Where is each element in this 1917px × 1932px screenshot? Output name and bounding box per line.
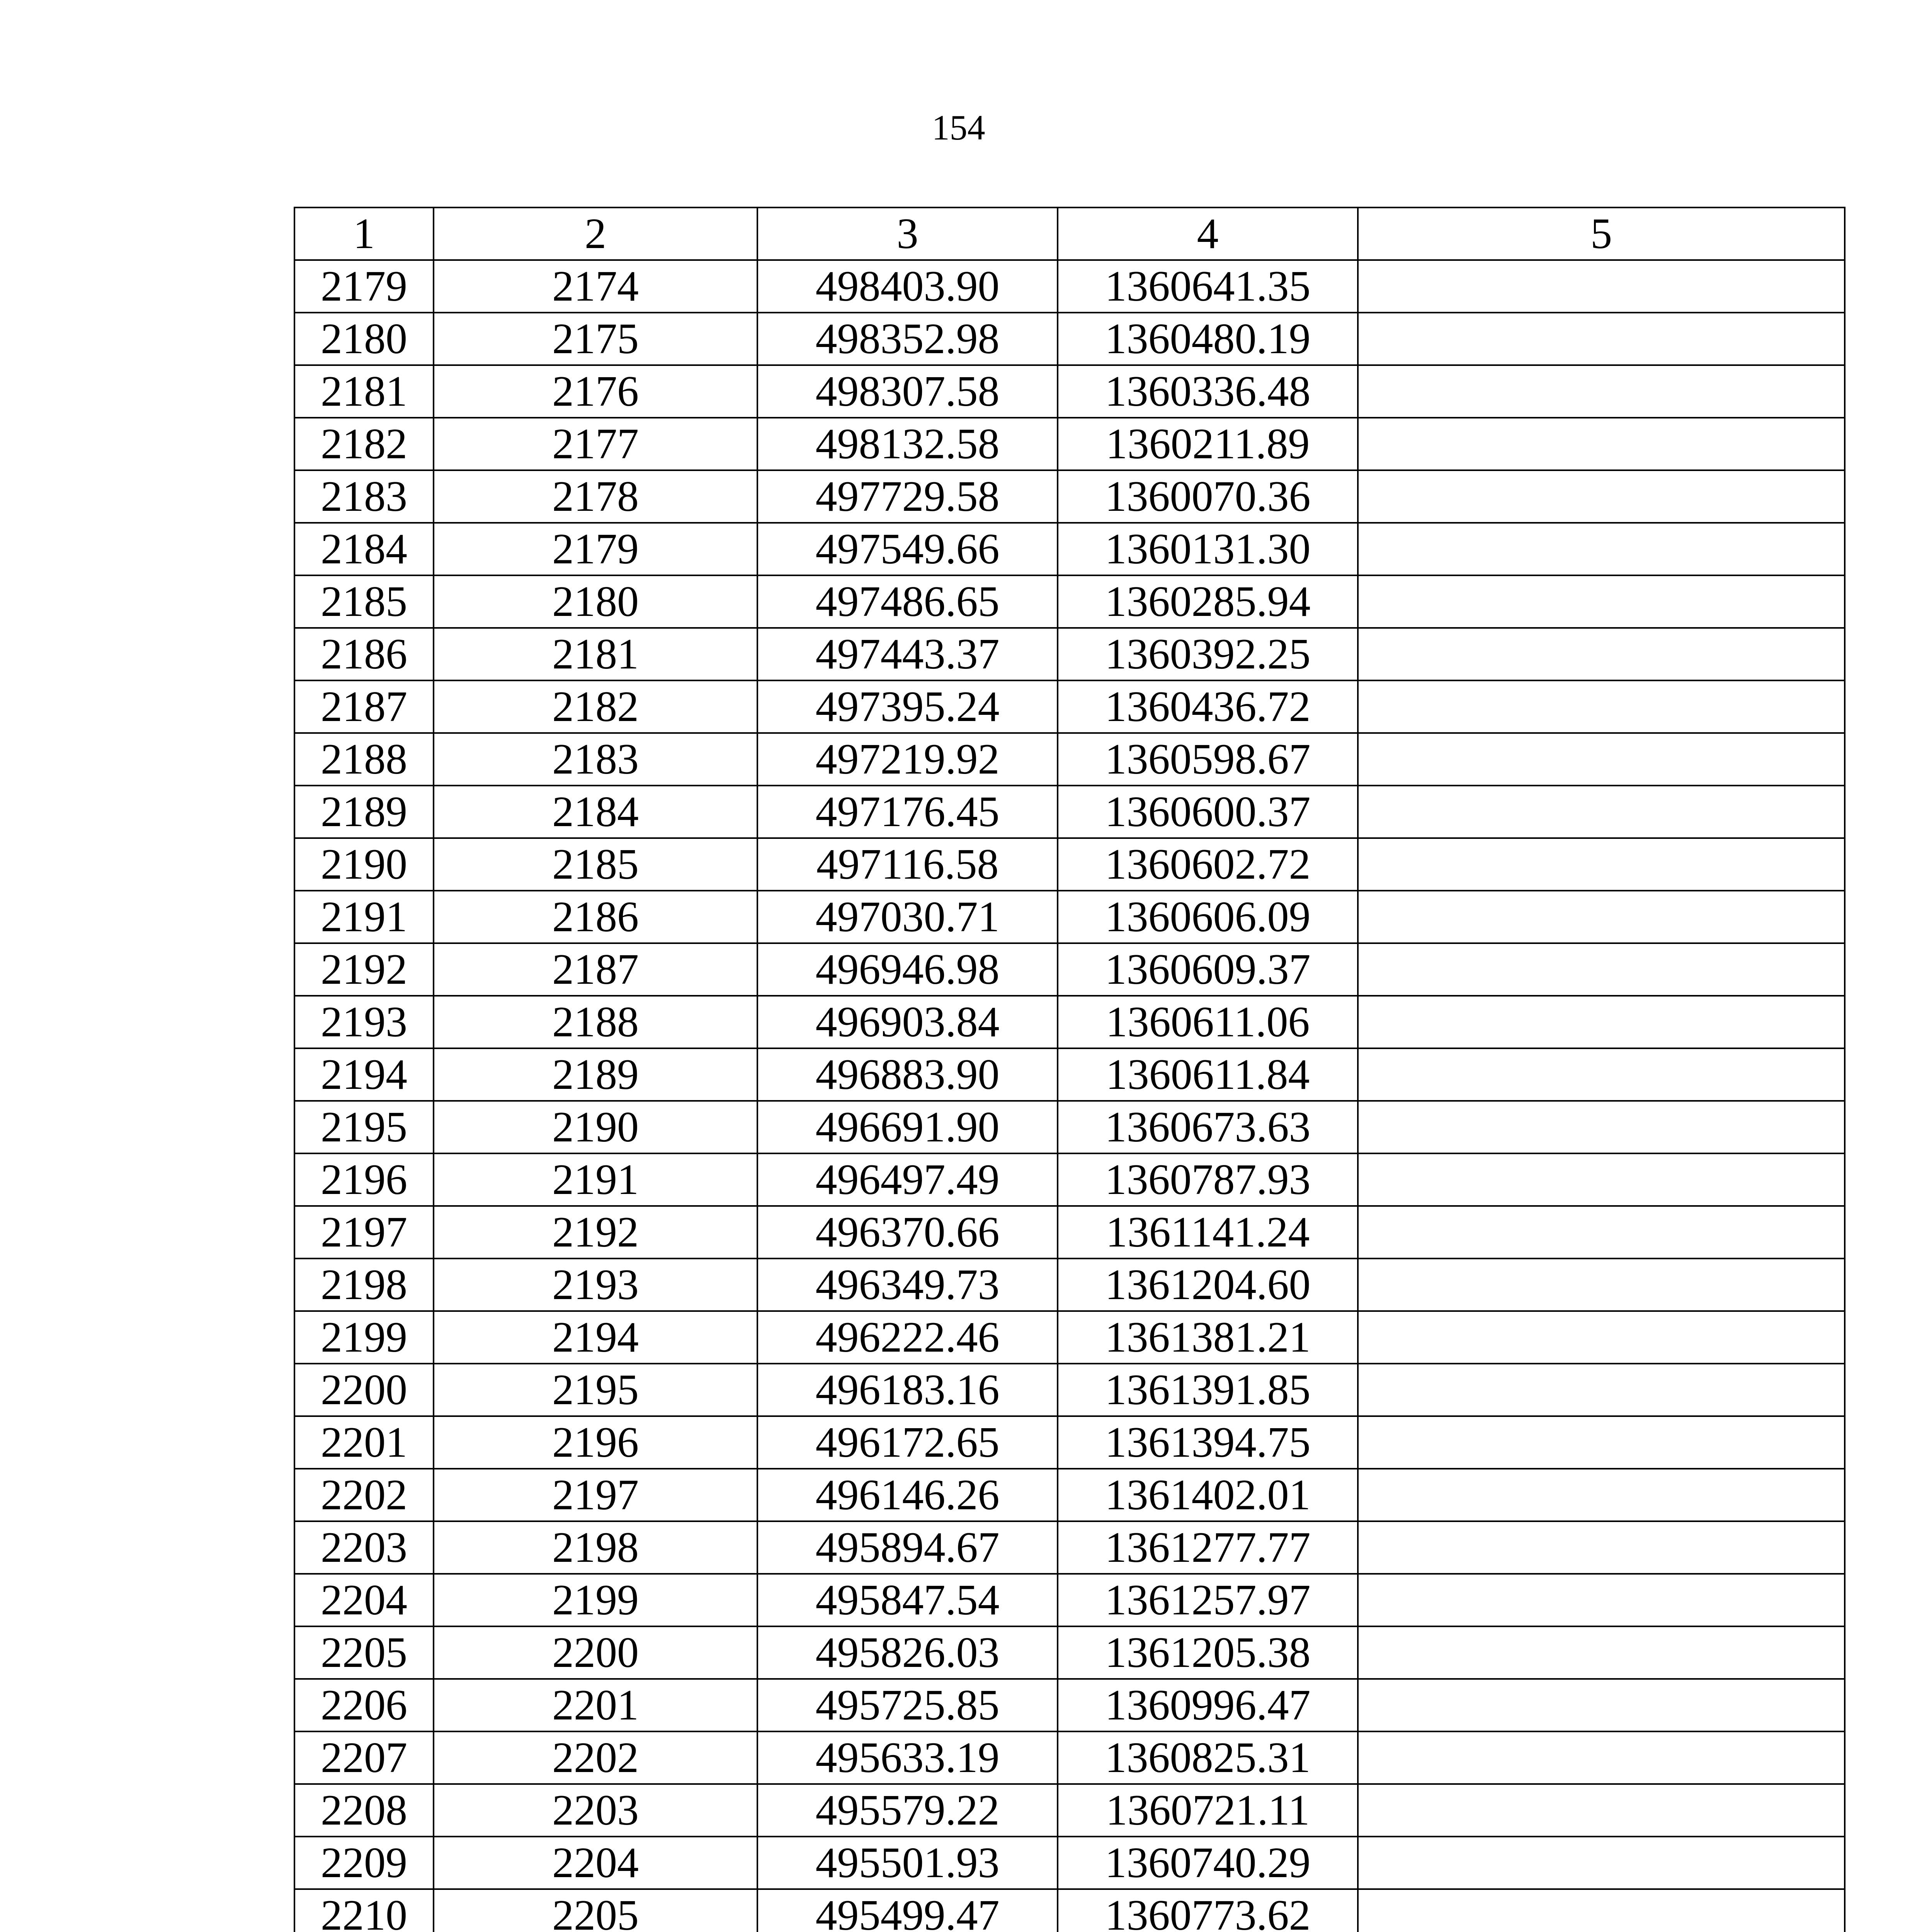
x-coordinate-cell: 498403.90 — [757, 260, 1058, 313]
x-coordinate-cell: 496883.90 — [757, 1048, 1058, 1101]
row-number-cell: 2189 — [294, 786, 434, 838]
y-coordinate-cell: 1360602.72 — [1058, 838, 1358, 891]
row-number-cell: 2209 — [294, 1837, 434, 1889]
row-number-cell: 2205 — [294, 1626, 434, 1679]
y-coordinate-cell: 1360996.47 — [1058, 1679, 1358, 1731]
point-number-cell: 2204 — [434, 1837, 757, 1889]
y-coordinate-cell: 1360480.19 — [1058, 313, 1358, 365]
row-number-cell: 2190 — [294, 838, 434, 891]
note-cell — [1358, 1889, 1845, 1932]
note-cell — [1358, 260, 1845, 313]
table-row — [294, 680, 1845, 733]
note-cell — [1358, 1574, 1845, 1626]
row-number-cell: 2197 — [294, 1206, 434, 1259]
table-row — [294, 575, 1845, 628]
y-coordinate-cell: 1361402.01 — [1058, 1469, 1358, 1521]
x-coordinate-cell: 496172.65 — [757, 1416, 1058, 1469]
y-coordinate-cell: 1360131.30 — [1058, 523, 1358, 575]
note-cell — [1358, 996, 1845, 1048]
point-number-cell: 2199 — [434, 1574, 757, 1626]
row-number-cell: 2195 — [294, 1101, 434, 1153]
point-number-cell: 2184 — [434, 786, 757, 838]
point-number-cell: 2197 — [434, 1469, 757, 1521]
table-row — [294, 733, 1845, 786]
y-coordinate-cell: 1360740.29 — [1058, 1837, 1358, 1889]
y-coordinate-cell: 1361204.60 — [1058, 1259, 1358, 1311]
x-coordinate-cell: 495725.85 — [757, 1679, 1058, 1731]
x-coordinate-cell: 497030.71 — [757, 891, 1058, 943]
table-row — [294, 1101, 1845, 1153]
point-number-cell: 2195 — [434, 1364, 757, 1416]
x-coordinate-cell: 496222.46 — [757, 1311, 1058, 1364]
table-row — [294, 1784, 1845, 1837]
column-header-1: 1 — [294, 207, 434, 260]
table-row — [294, 891, 1845, 943]
note-cell — [1358, 628, 1845, 680]
note-cell — [1358, 943, 1845, 996]
y-coordinate-cell: 1360611.84 — [1058, 1048, 1358, 1101]
y-coordinate-cell: 1361277.77 — [1058, 1521, 1358, 1574]
x-coordinate-cell: 496903.84 — [757, 996, 1058, 1048]
row-number-cell: 2184 — [294, 523, 434, 575]
note-cell — [1358, 1469, 1845, 1521]
y-coordinate-cell: 1360673.63 — [1058, 1101, 1358, 1153]
row-number-cell: 2198 — [294, 1259, 434, 1311]
note-cell — [1358, 1311, 1845, 1364]
y-coordinate-cell: 1361391.85 — [1058, 1364, 1358, 1416]
row-number-cell: 2182 — [294, 418, 434, 470]
x-coordinate-cell: 495499.47 — [757, 1889, 1058, 1932]
point-number-cell: 2190 — [434, 1101, 757, 1153]
note-cell — [1358, 1259, 1845, 1311]
row-number-cell: 2196 — [294, 1153, 434, 1206]
row-number-cell: 2188 — [294, 733, 434, 786]
row-number-cell: 2191 — [294, 891, 434, 943]
y-coordinate-cell: 1360211.89 — [1058, 418, 1358, 470]
row-number-cell: 2207 — [294, 1731, 434, 1784]
table-row — [294, 1206, 1845, 1259]
point-number-cell: 2177 — [434, 418, 757, 470]
table-row — [294, 1626, 1845, 1679]
x-coordinate-cell: 495826.03 — [757, 1626, 1058, 1679]
table-row — [294, 1259, 1845, 1311]
row-number-cell: 2193 — [294, 996, 434, 1048]
note-cell — [1358, 1521, 1845, 1574]
column-header-3: 3 — [757, 207, 1058, 260]
table-row — [294, 943, 1845, 996]
table-row — [294, 628, 1845, 680]
table-row — [294, 418, 1845, 470]
x-coordinate-cell: 496370.66 — [757, 1206, 1058, 1259]
y-coordinate-cell: 1360825.31 — [1058, 1731, 1358, 1784]
row-number-cell: 2206 — [294, 1679, 434, 1731]
note-cell — [1358, 1048, 1845, 1101]
table-row — [294, 838, 1845, 891]
row-number-cell: 2183 — [294, 470, 434, 523]
x-coordinate-cell: 498307.58 — [757, 365, 1058, 418]
point-number-cell: 2201 — [434, 1679, 757, 1731]
table-body — [294, 260, 1845, 1932]
point-number-cell: 2181 — [434, 628, 757, 680]
x-coordinate-cell: 497176.45 — [757, 786, 1058, 838]
table-row — [294, 260, 1845, 313]
point-number-cell: 2192 — [434, 1206, 757, 1259]
y-coordinate-cell: 1360641.35 — [1058, 260, 1358, 313]
row-number-cell: 2180 — [294, 313, 434, 365]
table-row — [294, 996, 1845, 1048]
row-number-cell: 2181 — [294, 365, 434, 418]
table-row — [294, 313, 1845, 365]
table-row — [294, 1731, 1845, 1784]
note-cell — [1358, 523, 1845, 575]
point-number-cell: 2198 — [434, 1521, 757, 1574]
table-row — [294, 1469, 1845, 1521]
y-coordinate-cell: 1360336.48 — [1058, 365, 1358, 418]
table-row — [294, 1574, 1845, 1626]
row-number-cell: 2192 — [294, 943, 434, 996]
row-number-cell: 2200 — [294, 1364, 434, 1416]
table-row — [294, 1416, 1845, 1469]
y-coordinate-cell: 1360721.11 — [1058, 1784, 1358, 1837]
y-coordinate-cell: 1361141.24 — [1058, 1206, 1358, 1259]
point-number-cell: 2185 — [434, 838, 757, 891]
x-coordinate-cell: 495894.67 — [757, 1521, 1058, 1574]
point-number-cell: 2196 — [434, 1416, 757, 1469]
x-coordinate-cell: 496349.73 — [757, 1259, 1058, 1311]
point-number-cell: 2188 — [434, 996, 757, 1048]
row-number-cell: 2208 — [294, 1784, 434, 1837]
point-number-cell: 2174 — [434, 260, 757, 313]
y-coordinate-cell: 1361394.75 — [1058, 1416, 1358, 1469]
note-cell — [1358, 733, 1845, 786]
point-number-cell: 2193 — [434, 1259, 757, 1311]
x-coordinate-cell: 496146.26 — [757, 1469, 1058, 1521]
y-coordinate-cell: 1360436.72 — [1058, 680, 1358, 733]
table-row — [294, 1679, 1845, 1731]
y-coordinate-cell: 1360392.25 — [1058, 628, 1358, 680]
table-row — [294, 1521, 1845, 1574]
y-coordinate-cell: 1361205.38 — [1058, 1626, 1358, 1679]
x-coordinate-cell: 496691.90 — [757, 1101, 1058, 1153]
x-coordinate-cell: 495847.54 — [757, 1574, 1058, 1626]
note-cell — [1358, 1364, 1845, 1416]
note-cell — [1358, 891, 1845, 943]
table-header-row — [294, 207, 1845, 260]
note-cell — [1358, 1837, 1845, 1889]
y-coordinate-cell: 1360285.94 — [1058, 575, 1358, 628]
note-cell — [1358, 1731, 1845, 1784]
point-number-cell: 2203 — [434, 1784, 757, 1837]
x-coordinate-cell: 497729.58 — [757, 470, 1058, 523]
y-coordinate-cell: 1361381.21 — [1058, 1311, 1358, 1364]
table-row — [294, 1364, 1845, 1416]
column-header-5: 5 — [1358, 207, 1845, 260]
table-row — [294, 1311, 1845, 1364]
y-coordinate-cell: 1360598.67 — [1058, 733, 1358, 786]
x-coordinate-cell: 495579.22 — [757, 1784, 1058, 1837]
note-cell — [1358, 680, 1845, 733]
note-cell — [1358, 575, 1845, 628]
note-cell — [1358, 418, 1845, 470]
y-coordinate-cell: 1360070.36 — [1058, 470, 1358, 523]
point-number-cell: 2200 — [434, 1626, 757, 1679]
y-coordinate-cell: 1360773.62 — [1058, 1889, 1358, 1932]
y-coordinate-cell: 1360606.09 — [1058, 891, 1358, 943]
table-row — [294, 1837, 1845, 1889]
point-number-cell: 2191 — [434, 1153, 757, 1206]
y-coordinate-cell: 1360787.93 — [1058, 1153, 1358, 1206]
note-cell — [1358, 365, 1845, 418]
row-number-cell: 2187 — [294, 680, 434, 733]
x-coordinate-cell: 497116.58 — [757, 838, 1058, 891]
point-number-cell: 2202 — [434, 1731, 757, 1784]
note-cell — [1358, 1679, 1845, 1731]
note-cell — [1358, 1784, 1845, 1837]
row-number-cell: 2194 — [294, 1048, 434, 1101]
row-number-cell: 2199 — [294, 1311, 434, 1364]
note-cell — [1358, 1153, 1845, 1206]
table-row — [294, 1048, 1845, 1101]
x-coordinate-cell: 495501.93 — [757, 1837, 1058, 1889]
x-coordinate-cell: 496183.16 — [757, 1364, 1058, 1416]
point-number-cell: 2182 — [434, 680, 757, 733]
y-coordinate-cell: 1360600.37 — [1058, 786, 1358, 838]
x-coordinate-cell: 497486.65 — [757, 575, 1058, 628]
note-cell — [1358, 1626, 1845, 1679]
x-coordinate-cell: 497549.66 — [757, 523, 1058, 575]
point-number-cell: 2175 — [434, 313, 757, 365]
column-header-2: 2 — [434, 207, 757, 260]
x-coordinate-cell: 498352.98 — [757, 313, 1058, 365]
row-number-cell: 2203 — [294, 1521, 434, 1574]
note-cell — [1358, 313, 1845, 365]
note-cell — [1358, 470, 1845, 523]
point-number-cell: 2178 — [434, 470, 757, 523]
point-number-cell: 2205 — [434, 1889, 757, 1932]
note-cell — [1358, 1416, 1845, 1469]
point-number-cell: 2194 — [434, 1311, 757, 1364]
table-row — [294, 470, 1845, 523]
x-coordinate-cell: 497219.92 — [757, 733, 1058, 786]
table-row — [294, 1153, 1845, 1206]
table-row — [294, 523, 1845, 575]
table-row — [294, 786, 1845, 838]
row-number-cell: 2201 — [294, 1416, 434, 1469]
y-coordinate-cell: 1360609.37 — [1058, 943, 1358, 996]
row-number-cell: 2204 — [294, 1574, 434, 1626]
row-number-cell: 2210 — [294, 1889, 434, 1932]
row-number-cell: 2202 — [294, 1469, 434, 1521]
column-header-4: 4 — [1058, 207, 1358, 260]
x-coordinate-cell: 498132.58 — [757, 418, 1058, 470]
x-coordinate-cell: 496497.49 — [757, 1153, 1058, 1206]
x-coordinate-cell: 495633.19 — [757, 1731, 1058, 1784]
note-cell — [1358, 1206, 1845, 1259]
point-number-cell: 2179 — [434, 523, 757, 575]
point-number-cell: 2187 — [434, 943, 757, 996]
note-cell — [1358, 786, 1845, 838]
table-row — [294, 365, 1845, 418]
x-coordinate-cell: 496946.98 — [757, 943, 1058, 996]
x-coordinate-cell: 497395.24 — [757, 680, 1058, 733]
point-number-cell: 2180 — [434, 575, 757, 628]
x-coordinate-cell: 497443.37 — [757, 628, 1058, 680]
note-cell — [1358, 838, 1845, 891]
point-number-cell: 2176 — [434, 365, 757, 418]
point-number-cell: 2186 — [434, 891, 757, 943]
row-number-cell: 2186 — [294, 628, 434, 680]
y-coordinate-cell: 1361257.97 — [1058, 1574, 1358, 1626]
point-number-cell: 2189 — [434, 1048, 757, 1101]
coordinates-table — [294, 207, 1846, 1932]
y-coordinate-cell: 1360611.06 — [1058, 996, 1358, 1048]
row-number-cell: 2185 — [294, 575, 434, 628]
note-cell — [1358, 1101, 1845, 1153]
table-row — [294, 1889, 1845, 1932]
point-number-cell: 2183 — [434, 733, 757, 786]
row-number-cell: 2179 — [294, 260, 434, 313]
page-number: 154 — [932, 108, 985, 147]
